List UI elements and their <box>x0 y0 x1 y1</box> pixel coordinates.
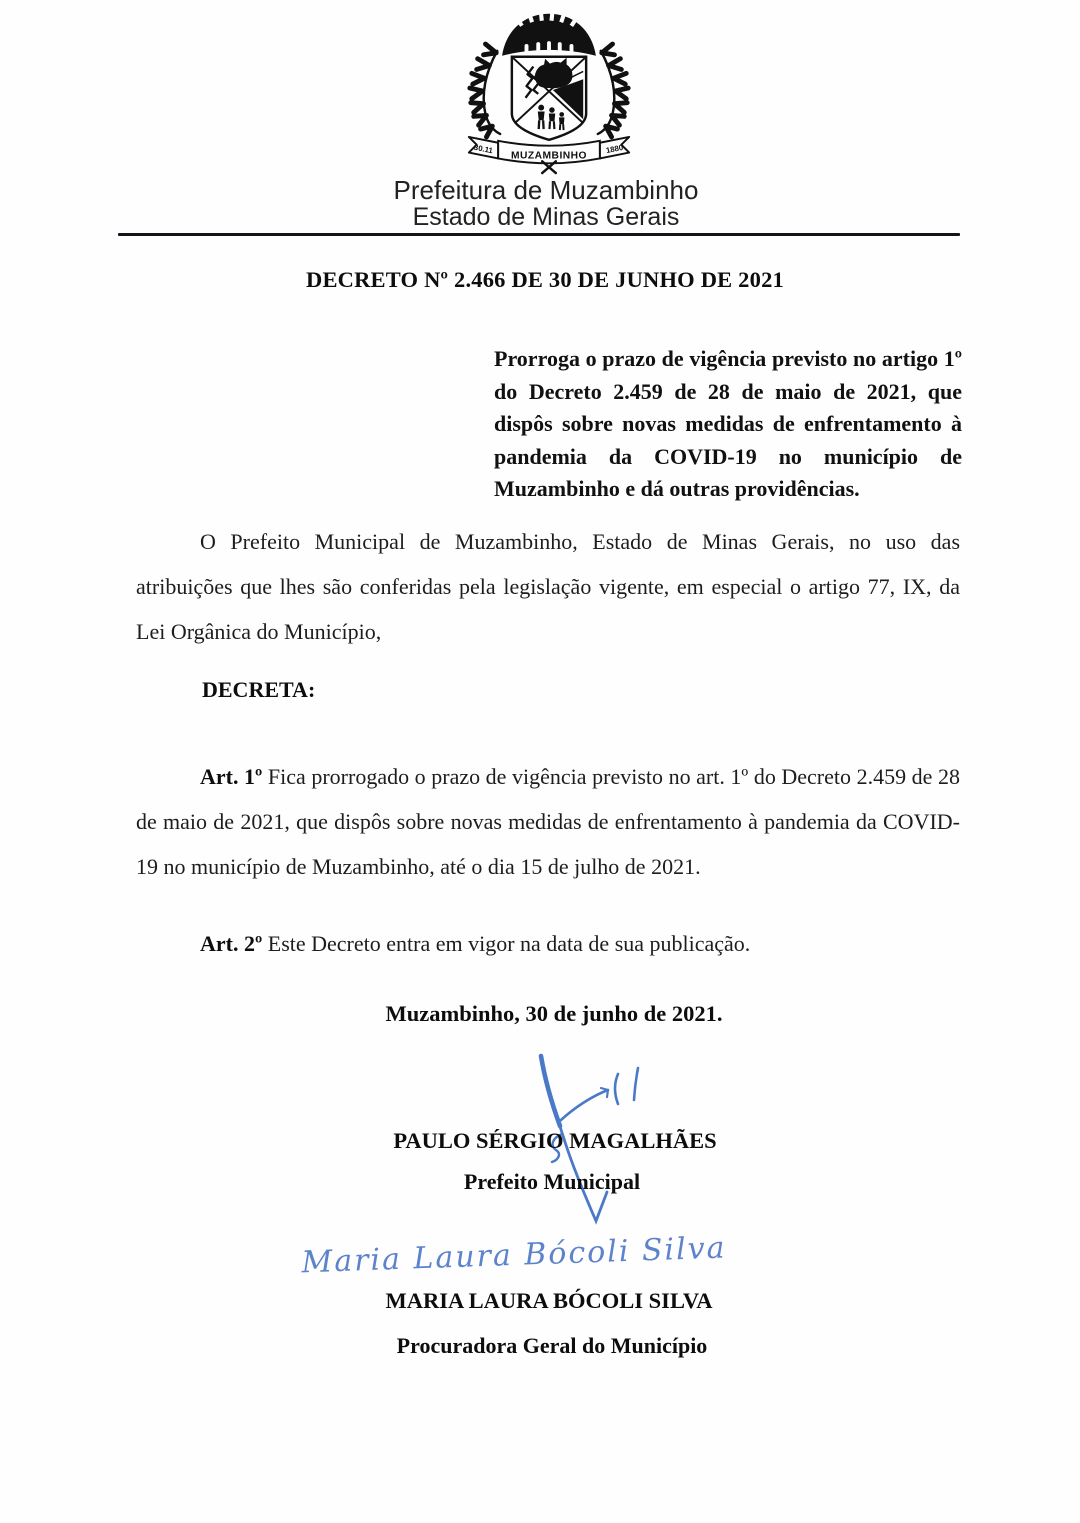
preamble-paragraph: O Prefeito Municipal de Muzambinho, Estado de Minas Gerais, no uso das atribuições que lhes são conferidas pela legislação vigente, em especial o artigo 77, IX, da Lei Orgânica do Município, <box>136 528 960 644</box>
article-1-label: Art. 1º <box>200 763 263 789</box>
ementa-paragraph: Prorroga o prazo de vigência previsto no artigo 1º do Decreto 2.459 de 28 de maio de 2021, que dispôs sobre novas medidas de enfrentamento à pandemia da COVID-19 no município de Muzambinho e dá outras providências. <box>494 346 962 501</box>
article-2-paragraph <box>136 921 960 966</box>
article-1-paragraph <box>136 754 960 889</box>
coat-of-arms-icon <box>451 2 647 176</box>
dateline: Muzambinho, 30 de junho de 2021. <box>385 1000 723 1026</box>
attorney-signature-block <box>0 1230 1080 1359</box>
mayor-name: PAULO SÉRGIO MAGALHÃES <box>393 1127 717 1153</box>
attorney-handwritten-signature: Maria Laura Bócoli Silva <box>300 1230 728 1280</box>
crest-banner-name: MUZAMBINHO <box>510 150 588 162</box>
org-name: Prefeitura de Muzambinho <box>393 175 699 205</box>
header-divider <box>118 233 960 236</box>
crest-banner-left-date: 30.11 <box>473 142 494 156</box>
article-1-text: Fica prorrogado o prazo de vigência previsto no art. 1º do Decreto 2.459 de 28 de maio de 2021, que dispôs sobre novas medidas de enfrentamento à pandemia da COVID-19 no município de Muzambinho, até o dia 15 de julho de 2021. <box>136 763 961 879</box>
decree-title: DECRETO Nº 2.466 DE 30 DE JUNHO DE 2021 <box>306 267 784 292</box>
crest-banner-right-year: 1880 <box>605 142 624 156</box>
mayor-signature-block <box>0 1127 1080 1195</box>
mayor-role: Prefeito Municipal <box>463 1168 641 1194</box>
org-state: Estado de Minas Gerais <box>412 203 680 231</box>
decreta-heading: DECRETA: <box>202 676 316 702</box>
article-2-text: Este Decreto entra em vigor na data de sua publicação. <box>262 930 751 956</box>
article-2-label: Art. 2º <box>200 930 263 956</box>
attorney-name: MARIA LAURA BÓCOLI SILVA <box>385 1287 713 1313</box>
attorney-role: Procuradora Geral do Município <box>396 1332 708 1358</box>
